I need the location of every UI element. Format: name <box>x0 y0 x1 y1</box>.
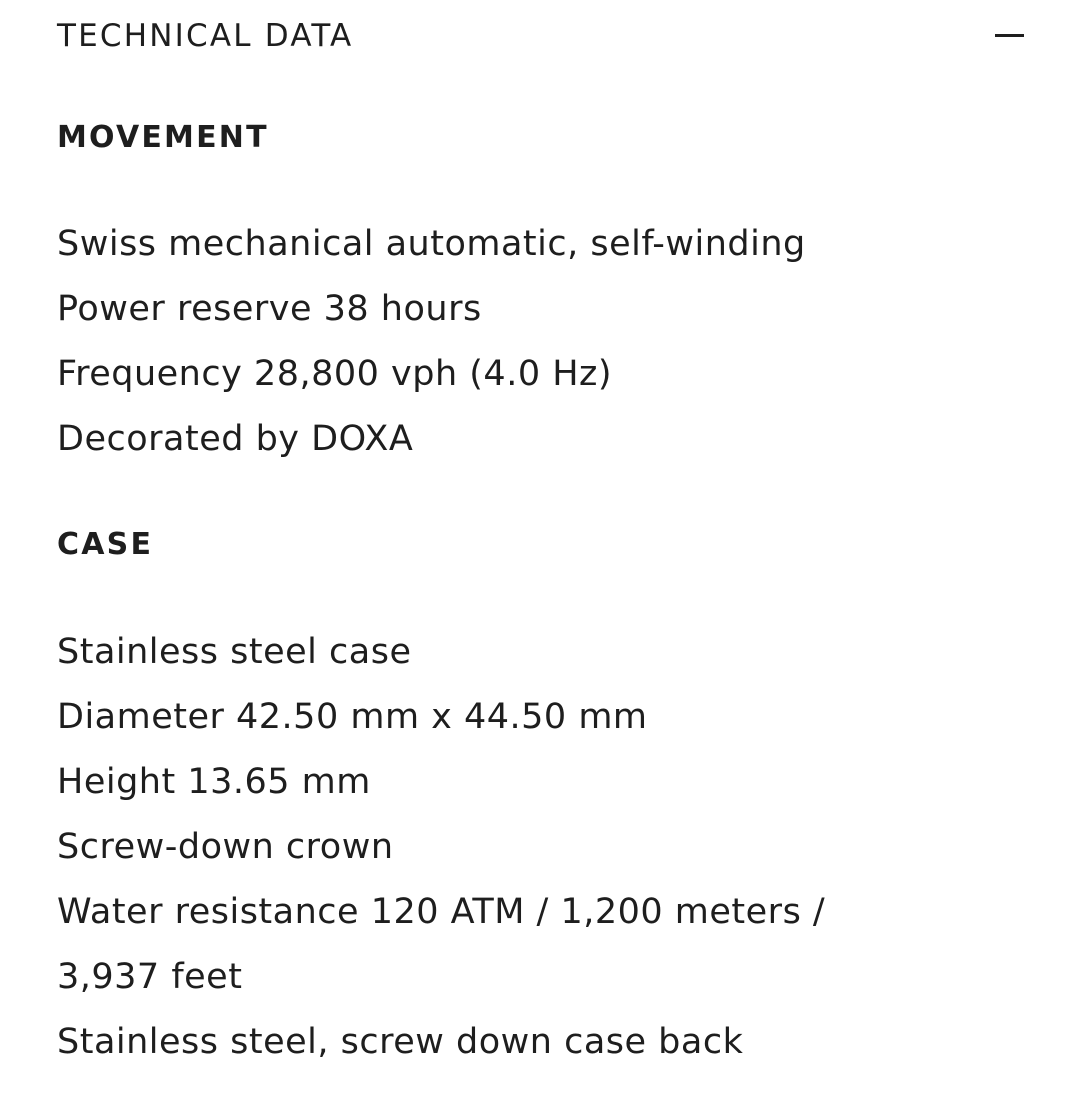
technical-data-accordion-header[interactable] <box>0 0 1080 74</box>
spec-line: Height 13.65 mm <box>57 762 371 802</box>
spec-line: Stainless steel, screw down case back <box>57 1022 744 1062</box>
spec-line: Water resistance 120 ATM / 1,200 meters / <box>57 892 826 932</box>
spec-line: Frequency 28,800 vph (4.0 Hz) <box>57 354 613 394</box>
spec-line: Decorated by DOXA <box>57 419 414 459</box>
spec-line: Diameter 42.50 mm x 44.50 mm <box>57 697 648 737</box>
accordion-title: TECHNICAL DATA <box>57 18 354 54</box>
spec-line: Screw-down crown <box>57 827 394 867</box>
spec-line: 3,937 feet <box>57 957 243 997</box>
spec-line: Stainless steel case <box>57 632 412 672</box>
case-spec-list <box>57 620 1037 1075</box>
minus-icon[interactable] <box>995 34 1024 37</box>
spec-line: Power reserve 38 hours <box>57 289 482 329</box>
spec-line: Swiss mechanical automatic, self-winding <box>57 224 806 264</box>
movement-heading: MOVEMENT <box>57 120 269 155</box>
movement-spec-list <box>57 212 1037 472</box>
case-heading: CASE <box>57 527 154 562</box>
